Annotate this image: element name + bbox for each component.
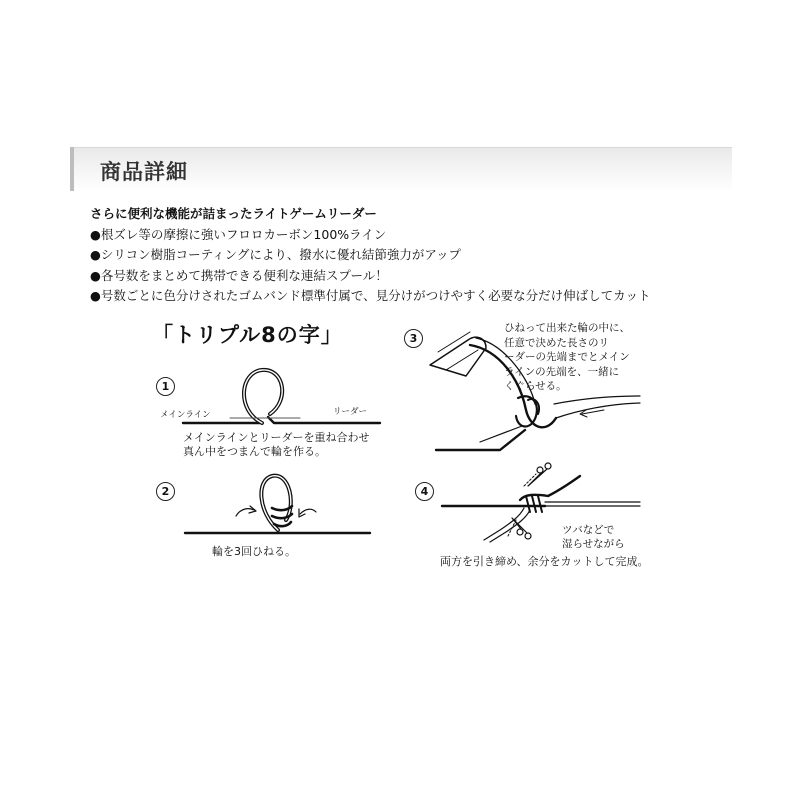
bullet-item: ●号数ごとに色分けされたゴムバンド標準付属で、見分けがつけやすく必要な分だけ伸ばしてカット: [90, 288, 651, 303]
step2-illustration: [185, 476, 370, 533]
step3-caption: ひねって出来た輪の中に、 任意で決めた長さのリ ーダーの先端までとメイン ラインの先端を、一緒に くぐらせる。: [504, 322, 630, 392]
step1-caption: メインラインとリーダーを重ね合わせ 真ん中をつまんで輪を作る。: [183, 431, 370, 458]
step-number-1: 1: [156, 377, 175, 396]
step4-caption: 両方を引き締め、余分をカットして完成。: [440, 555, 649, 568]
bullet-item: ●各号数をまとめて携帯できる便利な連結スプール！: [90, 267, 388, 283]
step2-caption: 輪を3回ひねる。: [212, 545, 296, 558]
main-line-label: メインライン: [160, 410, 211, 420]
description-lead: さらに便利な機能が詰まったライトゲームリーダー: [90, 206, 377, 221]
step-number-2: 2: [156, 482, 175, 501]
knot-diagram-title: 「トリプル8の字」: [152, 323, 343, 347]
step-number-3: 3: [404, 329, 423, 348]
bullet-item: ●シリコン樹脂コーティングにより、撥水に優れ結節強力がアップ: [90, 247, 462, 262]
step-number-4: 4: [415, 482, 434, 501]
section-title: 商品詳細: [100, 160, 188, 184]
leader-label: リーダー: [333, 407, 368, 417]
step4-note: ツバなどで 湿らせながら: [562, 524, 625, 550]
bullet-item: ●根ズレ等の摩擦に強いフロロカーボン100%ライン: [90, 226, 387, 242]
